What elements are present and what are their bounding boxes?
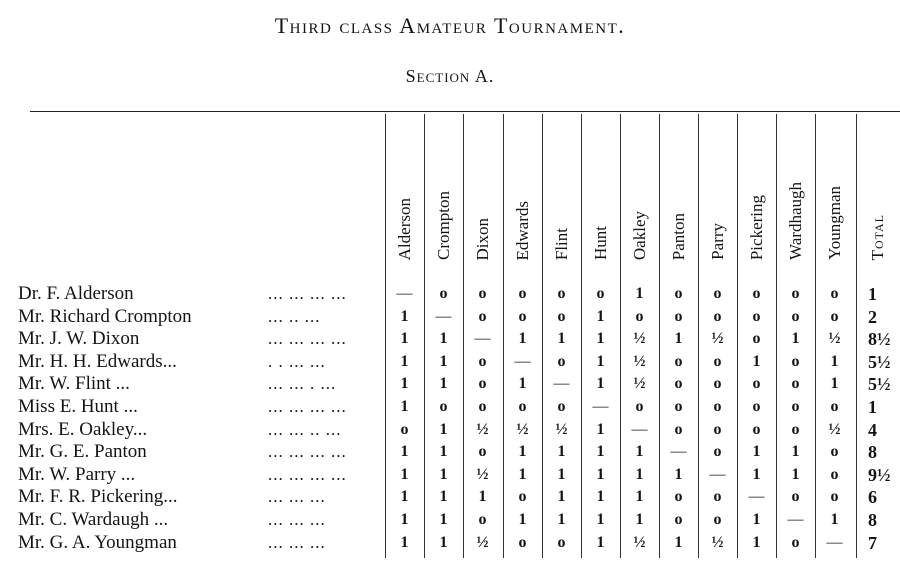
leader-dots: ... .. ... (268, 306, 321, 326)
result-cell: o (830, 465, 839, 483)
result-cell: o (674, 285, 683, 302)
result-cell: 1 (674, 465, 683, 483)
result-cell: o (674, 375, 683, 393)
result-cell: ½ (828, 420, 841, 438)
result-cell: 1 (791, 443, 800, 461)
result-cell: o (791, 488, 800, 506)
result-cell: ½ (711, 330, 724, 348)
result-cell: ½ (476, 465, 489, 483)
result-cell: o (635, 307, 644, 325)
leader-dots: ... ... ... ... (268, 397, 347, 416)
result-cell: — (474, 330, 491, 348)
result-cell: ½ (476, 533, 489, 551)
result-cell: o (439, 285, 448, 302)
leader-dots: ... ... .. ... (268, 419, 342, 439)
page-title: Third class Amateur Tournament. (274, 13, 626, 38)
result-cell: o (557, 352, 566, 370)
result-cell: o (713, 511, 722, 528)
result-cell: o (635, 398, 644, 415)
result-cell: o (830, 398, 839, 415)
player-name: Mr. W. Flint ... (18, 373, 130, 395)
result-cell: 1 (439, 352, 448, 370)
result-cell: 1 (439, 330, 448, 348)
result-cell: o (713, 488, 722, 506)
player-name: Miss E. Hunt ... (18, 396, 138, 417)
result-cell: 1 (596, 352, 605, 370)
result-cell: o (518, 398, 527, 415)
result-cell: 1 (752, 533, 761, 551)
player-name: Mr. J. W. Dixon (18, 328, 140, 350)
result-cell: o (674, 352, 683, 370)
result-cell: 1 (518, 443, 527, 461)
column-header (737, 116, 776, 260)
result-cell: 1 (635, 488, 644, 506)
result-cell: o (830, 443, 839, 461)
column-header-label: Parry (707, 223, 727, 260)
result-cell: 1 (596, 330, 605, 348)
result-cell: — (514, 352, 531, 370)
result-cell: 1 (635, 443, 644, 461)
total-cell: 7 (868, 532, 877, 553)
section-title: Section A. (405, 66, 495, 86)
result-cell: o (478, 352, 487, 370)
result-cell: 1 (400, 398, 409, 415)
result-cell: o (752, 307, 761, 325)
leader-dots: ... ... ... (268, 532, 326, 552)
result-cell: 1 (439, 488, 448, 506)
result-cell: 1 (596, 465, 605, 483)
result-cell: o (830, 488, 839, 506)
result-cell: 1 (439, 420, 448, 438)
result-cell: o (791, 285, 800, 302)
column-header (815, 116, 854, 260)
result-cell: ½ (633, 330, 646, 348)
result-cell: o (557, 285, 566, 302)
result-cell: 1 (791, 465, 800, 483)
result-cell: ½ (516, 420, 529, 438)
result-cell: 1 (400, 375, 409, 393)
result-cell: 1 (400, 307, 409, 325)
table-top-rule (30, 111, 900, 112)
result-cell: o (713, 307, 722, 325)
result-cell: o (791, 398, 800, 415)
result-cell: 1 (400, 443, 409, 461)
result-cell: o (713, 352, 722, 370)
result-cell: 1 (752, 443, 761, 461)
result-cell: ½ (633, 533, 646, 551)
result-cell: 1 (400, 352, 409, 370)
result-cell: 1 (557, 443, 566, 461)
column-header (776, 116, 815, 260)
total-cell: 4 (868, 419, 877, 440)
result-cell: 1 (400, 330, 409, 348)
total-cell: 6 (868, 487, 877, 508)
result-cell: — (592, 398, 609, 415)
total-cell: 5½ (868, 374, 891, 395)
result-cell: o (752, 330, 761, 348)
result-cell: — (748, 488, 765, 506)
player-name: Mr. C. Wardaugh ... (18, 509, 169, 530)
result-cell: 1 (439, 465, 448, 483)
total-cell: 8 (868, 510, 877, 530)
result-cell: 1 (400, 511, 409, 528)
result-cell: o (791, 420, 800, 438)
result-cell: o (557, 533, 566, 551)
column-header-label: Alderson (394, 197, 414, 260)
result-cell: o (830, 285, 839, 302)
result-cell: o (518, 533, 527, 551)
result-cell: 1 (400, 465, 409, 483)
result-cell: o (478, 511, 487, 528)
result-cell: 1 (596, 533, 605, 551)
result-cell: 1 (752, 465, 761, 483)
result-cell: 1 (635, 285, 644, 302)
result-cell: 1 (830, 352, 839, 370)
column-header-label: Crompton (433, 191, 453, 260)
result-cell: o (557, 398, 566, 415)
result-cell: 1 (674, 330, 683, 348)
player-name: Mr. F. R. Pickering... (18, 486, 178, 508)
player-name: Mr. Richard Crompton (18, 305, 192, 327)
total-cell: 1 (868, 284, 877, 304)
result-cell: o (478, 443, 487, 461)
total-header (856, 116, 900, 260)
leader-dots: ... ... ... (268, 510, 326, 529)
result-cell: 1 (830, 375, 839, 393)
player-name: Mr. W. Parry ... (18, 463, 136, 485)
result-cell: 1 (596, 488, 605, 506)
result-cell: o (791, 533, 800, 551)
result-cell: 1 (557, 330, 566, 348)
result-cell: o (478, 375, 487, 393)
result-cell: 1 (596, 511, 605, 528)
player-name: Mr. G. A. Youngman (18, 531, 177, 553)
leader-dots: ... ... . ... (268, 374, 337, 394)
result-cell: 1 (635, 511, 644, 528)
result-cell: 1 (752, 511, 761, 528)
column-header-label: Dixon (472, 217, 492, 260)
player-name: Mrs. E. Oakley... (18, 418, 148, 440)
total-cell: 5½ (868, 351, 891, 372)
result-cell: 1 (400, 488, 409, 506)
result-cell: ½ (828, 330, 841, 348)
result-cell: o (674, 307, 683, 325)
column-header-label: Pickering (746, 194, 766, 260)
column-header (698, 116, 737, 260)
result-cell: 1 (518, 330, 527, 348)
column-header-label: Youngman (824, 186, 844, 260)
result-cell: — (709, 465, 726, 483)
result-cell: 1 (439, 511, 448, 528)
result-cell: o (674, 488, 683, 506)
result-cell: o (752, 285, 761, 302)
result-cell: o (557, 307, 566, 325)
result-cell: — (396, 285, 413, 302)
result-cell: ½ (633, 352, 646, 370)
total-cell: 8 (868, 442, 877, 463)
result-cell: o (478, 285, 487, 302)
column-header-label: Oakley (629, 210, 649, 260)
result-cell: ½ (633, 375, 646, 393)
result-cell: 1 (596, 375, 605, 393)
total-cell: 2 (868, 306, 877, 327)
result-cell: 1 (518, 511, 527, 528)
column-header (463, 116, 502, 260)
result-cell: ½ (555, 420, 568, 438)
column-header-label: Hunt (590, 226, 610, 260)
result-cell: o (752, 420, 761, 438)
result-cell: — (670, 443, 687, 461)
result-cell: — (631, 420, 648, 438)
result-cell: 1 (752, 352, 761, 370)
result-cell: o (400, 420, 409, 438)
leader-dots: . . ... ... (268, 351, 326, 371)
result-cell: o (713, 420, 722, 438)
column-header-label: Flint (551, 227, 571, 260)
result-cell: o (752, 375, 761, 393)
result-cell: o (518, 285, 527, 302)
total-cell: 8½ (868, 329, 891, 350)
player-name: Mr. H. H. Edwards... (18, 350, 177, 372)
result-cell: o (439, 398, 448, 415)
column-header (581, 116, 620, 260)
total-cell: 1 (868, 397, 877, 417)
column-header (542, 116, 581, 260)
result-cell: 1 (830, 511, 839, 528)
result-cell: 1 (596, 307, 605, 325)
result-cell: — (435, 307, 452, 325)
column-header-label: Panton (668, 212, 688, 260)
result-cell: o (478, 307, 487, 325)
result-cell: — (787, 511, 804, 528)
result-cell: 1 (439, 375, 448, 393)
column-header (385, 116, 424, 260)
result-cell: o (791, 375, 800, 393)
total-header-label: Total (868, 213, 887, 260)
result-cell: o (752, 398, 761, 415)
column-header (659, 116, 698, 260)
column-header (620, 116, 659, 260)
result-cell: 1 (439, 533, 448, 551)
result-cell: o (713, 285, 722, 302)
result-cell: 1 (791, 330, 800, 348)
result-cell: 1 (400, 533, 409, 551)
column-header (503, 116, 542, 260)
result-cell: ½ (476, 420, 489, 438)
result-cell: 1 (557, 511, 566, 528)
result-cell: 1 (557, 488, 566, 506)
result-cell: 1 (518, 375, 527, 393)
leader-dots: ... ... ... ... (268, 442, 347, 462)
result-cell: 1 (596, 420, 605, 438)
leader-dots: ... ... ... (268, 487, 326, 507)
result-cell: o (791, 307, 800, 325)
leader-dots: ... ... ... ... (268, 464, 347, 484)
result-cell: 1 (439, 443, 448, 461)
total-cell: 9½ (868, 464, 891, 485)
player-name: Mr. G. E. Panton (18, 441, 147, 463)
result-cell: 1 (478, 488, 487, 506)
result-cell: ½ (711, 533, 724, 551)
column-header-label: Wardhaugh (785, 182, 805, 260)
result-cell: o (518, 488, 527, 506)
result-cell: 1 (674, 533, 683, 551)
result-cell: o (478, 398, 487, 415)
result-cell: o (713, 443, 722, 461)
result-cell: 1 (557, 465, 566, 483)
column-header-label: Edwards (512, 200, 532, 260)
result-cell: 1 (635, 465, 644, 483)
leader-dots: ... ... ... ... (268, 284, 347, 303)
leader-dots: ... ... ... ... (268, 329, 347, 349)
result-cell: — (553, 375, 570, 393)
result-cell: o (674, 398, 683, 415)
column-header (424, 116, 463, 260)
result-cell: o (674, 511, 683, 528)
result-cell: o (713, 375, 722, 393)
result-cell: o (713, 398, 722, 415)
result-cell: o (596, 285, 605, 302)
result-cell: o (830, 307, 839, 325)
result-cell: o (674, 420, 683, 438)
result-cell: o (791, 352, 800, 370)
player-name: Dr. F. Alderson (18, 283, 134, 304)
result-cell: o (518, 307, 527, 325)
result-cell: 1 (596, 443, 605, 461)
result-cell: — (826, 533, 843, 551)
result-cell: 1 (518, 465, 527, 483)
